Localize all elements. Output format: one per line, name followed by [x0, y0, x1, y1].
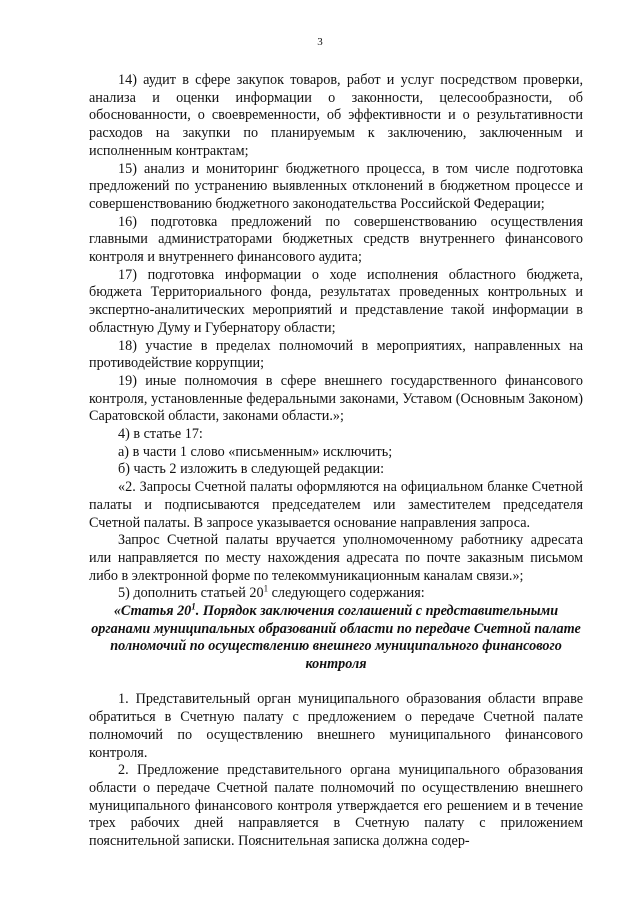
part-2-text: «2. Запросы Счетной палаты оформляются на официальном бланке Счетной палаты и подписываются председателем или заместителем председателя Счетной палаты. В запросе указывается основание направления запроса. [89, 479, 583, 531]
amendment-item-4: 4) в статье 17: [118, 426, 203, 443]
list-item-19: 19) иные полномочия в сфере внешнего государственного финансового контроля, установленные федеральными законами, Уставом (Основным Законом) Саратовской области, законами области.»; [89, 372, 583, 425]
article-part-2: 2. Предложение представительного органа муниципального образования области о передаче Счетной палате полномочий по осуществлению внешнего муниципального финансового контроля утверждается его решением и в течение трех рабочих дней направляется в Счетную палату с приложением пояснительной записки. Пояснительная записка должна содер- [89, 762, 583, 850]
amendment-item-5 [89, 585, 583, 603]
list-item-14: 14) аудит в сфере закупок товаров, работ и услуг посредством проверки, анализа и оценки информации о законности, целесообразности, об обоснованности, о своевременности, об эффективности и о результативности расходов на закупки по планируемым к заключению, заключенным и исполненным контрактам; [89, 72, 583, 159]
list-item-18: 18) участие в пределах полномочий в мероприятиях, направленных на противодействие коррупции; [89, 337, 583, 372]
article-heading [89, 603, 583, 673]
request-delivery-text: Запрос Счетной палаты вручается уполномоченному работнику адресата или направляется по месту нахождения адресата по почте заказным письмом либо в электронной форме по телекоммуникационным каналам связи.»; [89, 532, 583, 584]
amendment-item-4b: б) часть 2 изложить в следующей редакции: [118, 461, 385, 478]
list-item-17: 17) подготовка информации о ходе исполнения областного бюджета, бюджета Территориального фонда, результатах проведенных контрольных и экспертно-аналитических мероприятий и представление такой информации в областную Думу и Губернатору области; [89, 266, 583, 336]
list-item-16: 16) подготовка предложений по совершенствованию осуществления главными администраторами бюджетных средств внутреннего финансового контроля и внутреннего финансового аудита; [89, 213, 583, 266]
article-heading-prefix: «Статья 20 [113, 603, 192, 620]
page-number: 3 [317, 36, 323, 48]
article-part-1: 1. Представительный орган муниципального образования области вправе обратиться в Счетную палату с предложением о передаче Счетной палате полномочий по осуществлению внешнего муниципального финансового контроля. [89, 691, 583, 761]
item-5-superscript: 1 [263, 583, 269, 594]
document-body [89, 72, 583, 851]
amendment-item-4a: а) в части 1 слово «письменным» исключить; [118, 443, 393, 460]
article-heading-superscript: 1 [191, 601, 196, 612]
article-heading-title: . Порядок заключения соглашений с представительными органами муниципальных образований области по передаче Счетной палате полномочий по осуществлению внешнего муниципального финансового контроля [91, 603, 581, 672]
item-5-prefix: 5) дополнить статьей 20 [118, 585, 264, 602]
item-5-suffix: следующего содержания: [268, 585, 425, 602]
list-item-15: 15) анализ и мониторинг бюджетного процесса, в том числе подготовка предложений по устранению выявленных отклонений в бюджетном процессе и совершенствованию бюджетного законодательства Российской Федерации; [89, 160, 583, 212]
